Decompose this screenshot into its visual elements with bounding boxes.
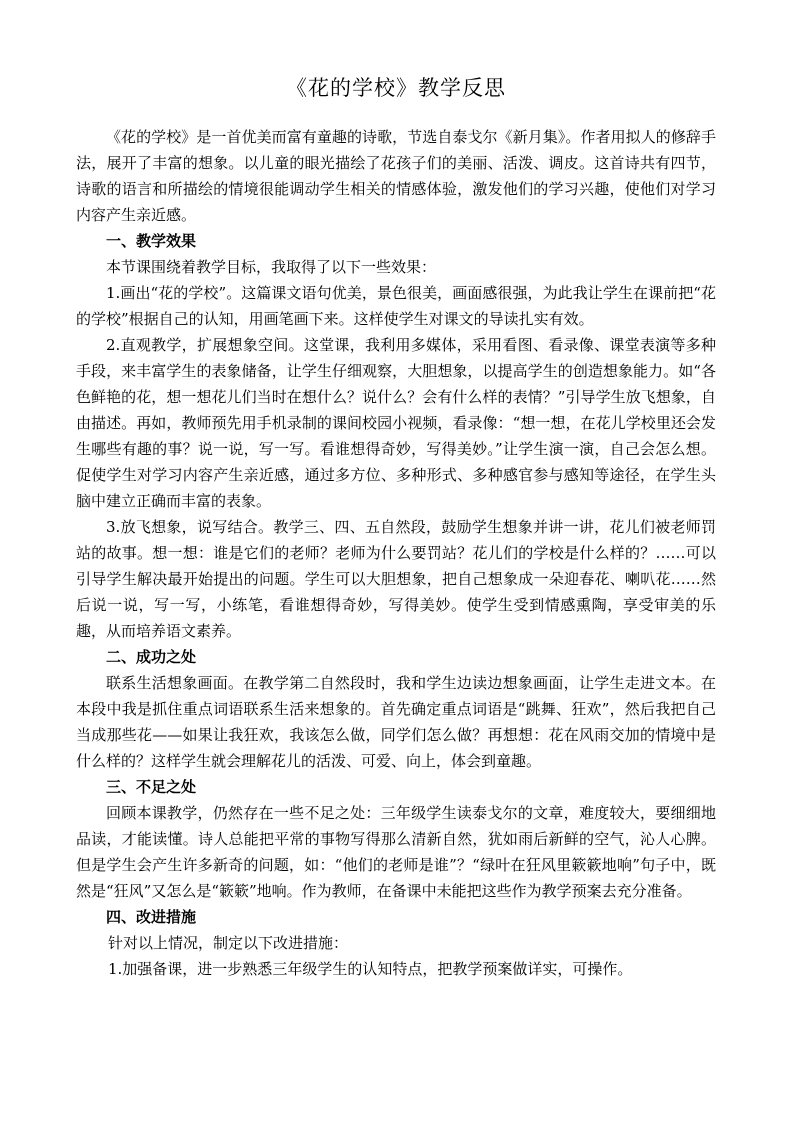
document-page (76, 70, 716, 982)
section3-body: 回顾本课教学，仍然存在一些不足之处：三年级学生读泰戈尔的文章，难度较大，要细细地品读，才能读懂。诗人总能把平常的事物写得那么清新自然，犹如雨后新鲜的空气，沁人心脾。但是学生会产生许多新奇的问题，如：“他们的老师是谁”？“绿叶在狂风里簌簌地响”句子中，既然是“狂风”又怎么是“簌簌”地响。作为教师，在备课中未能把这些作为教学预案去充分准备。 (76, 804, 716, 900)
section1-item-3: 3.放飞想象，说写结合。教学三、四、五自然段，鼓励学生想象并讲一讲，花儿们被老师罚站的故事。想一想：谁是它们的老师？老师为什么要罚站？花儿们的学校是什么样的？……可以引导学生解决最开始提出的问题。学生可以大胆想象，把自己想象成一朵迎春花、喇叭花……然后说一说，写一写，小练笔，看谁想得奇妙，写得美妙。使学生受到情感熏陶，享受审美的乐趣，从而培养语文素养。 (76, 518, 716, 640)
section4-item-1: 1.加强备课，进一步熟悉三年级学生的认知特点，把教学预案做详实，可操作。 (108, 960, 633, 978)
section1-item-1: 1.画出“花的学校”。这篇课文语句优美，景色很美，画面感很强，为此我让学生在课前把“花的学校”根据自己的认知，用画笔画下来。这样使学生对课文的导读扎实有效。 (76, 284, 716, 328)
section-heading-teaching-effect: 一、教学效果 (106, 232, 197, 250)
section-heading-improvements: 四、改进措施 (106, 908, 197, 926)
section2-body: 联系生活想象画面。在教学第二自然段时，我和学生边读边想象画面，让学生走进文本。在本段中我是抓住重点词语联系生活来想象的。首先确定重点词语是“跳舞、狂欢”，然后我把自己当成那些花——如果让我狂欢，我该怎么做，同学们怎么做？再想想：花在风雨交加的情境中是什么样的？这样学生就会理解花儿的活泼、可爱、向上，体会到童趣。 (76, 674, 716, 770)
section1-item-2: 2.直观教学，扩展想象空间。这堂课，我利用多媒体，采用看图、看录像、课堂表演等多种手段，来丰富学生的表象储备，让学生仔细观察，大胆想象，以提高学生的创造想象能力。如“各色鲜艳的花，想一想花儿们当时在想什么？说什么？会有什么样的表情？”引导学生放飞想象，自由描述。再如，教师预先用手机录制的课间校园小视频，看录像：“想一想，在花儿学校里还会发生哪些有趣的事？说一说，写一写。看谁想得奇妙，写得美妙。”让学生演一演，自己会怎么想。促使学生对学习内容产生亲近感，通过多方位、多种形式、多种感官参与感知等途径，在学生头脑中建立正确而丰富的表象。 (76, 336, 716, 510)
intro-paragraph: 《花的学校》是一首优美而富有童趣的诗歌，节选自泰戈尔《新月集》。作者用拟人的修辞手法，展开了丰富的想象。以儿童的眼光描绘了花孩子们的美丽、活泼、调皮。这首诗共有四节，诗歌的语言和所描绘的情境很能调动学生相关的情感体验，激发他们的学习兴趣，使他们对学习内容产生亲近感。 (76, 128, 716, 224)
section-heading-success: 二、成功之处 (106, 648, 197, 666)
section-heading-shortcomings: 三、不足之处 (106, 778, 197, 796)
section4-lead: 针对以上情况，制定以下改进措施： (108, 934, 349, 952)
section1-lead: 本节课围绕着教学目标，我取得了以下一些效果： (106, 258, 437, 276)
document-title: 《花的学校》教学反思 (286, 76, 506, 100)
